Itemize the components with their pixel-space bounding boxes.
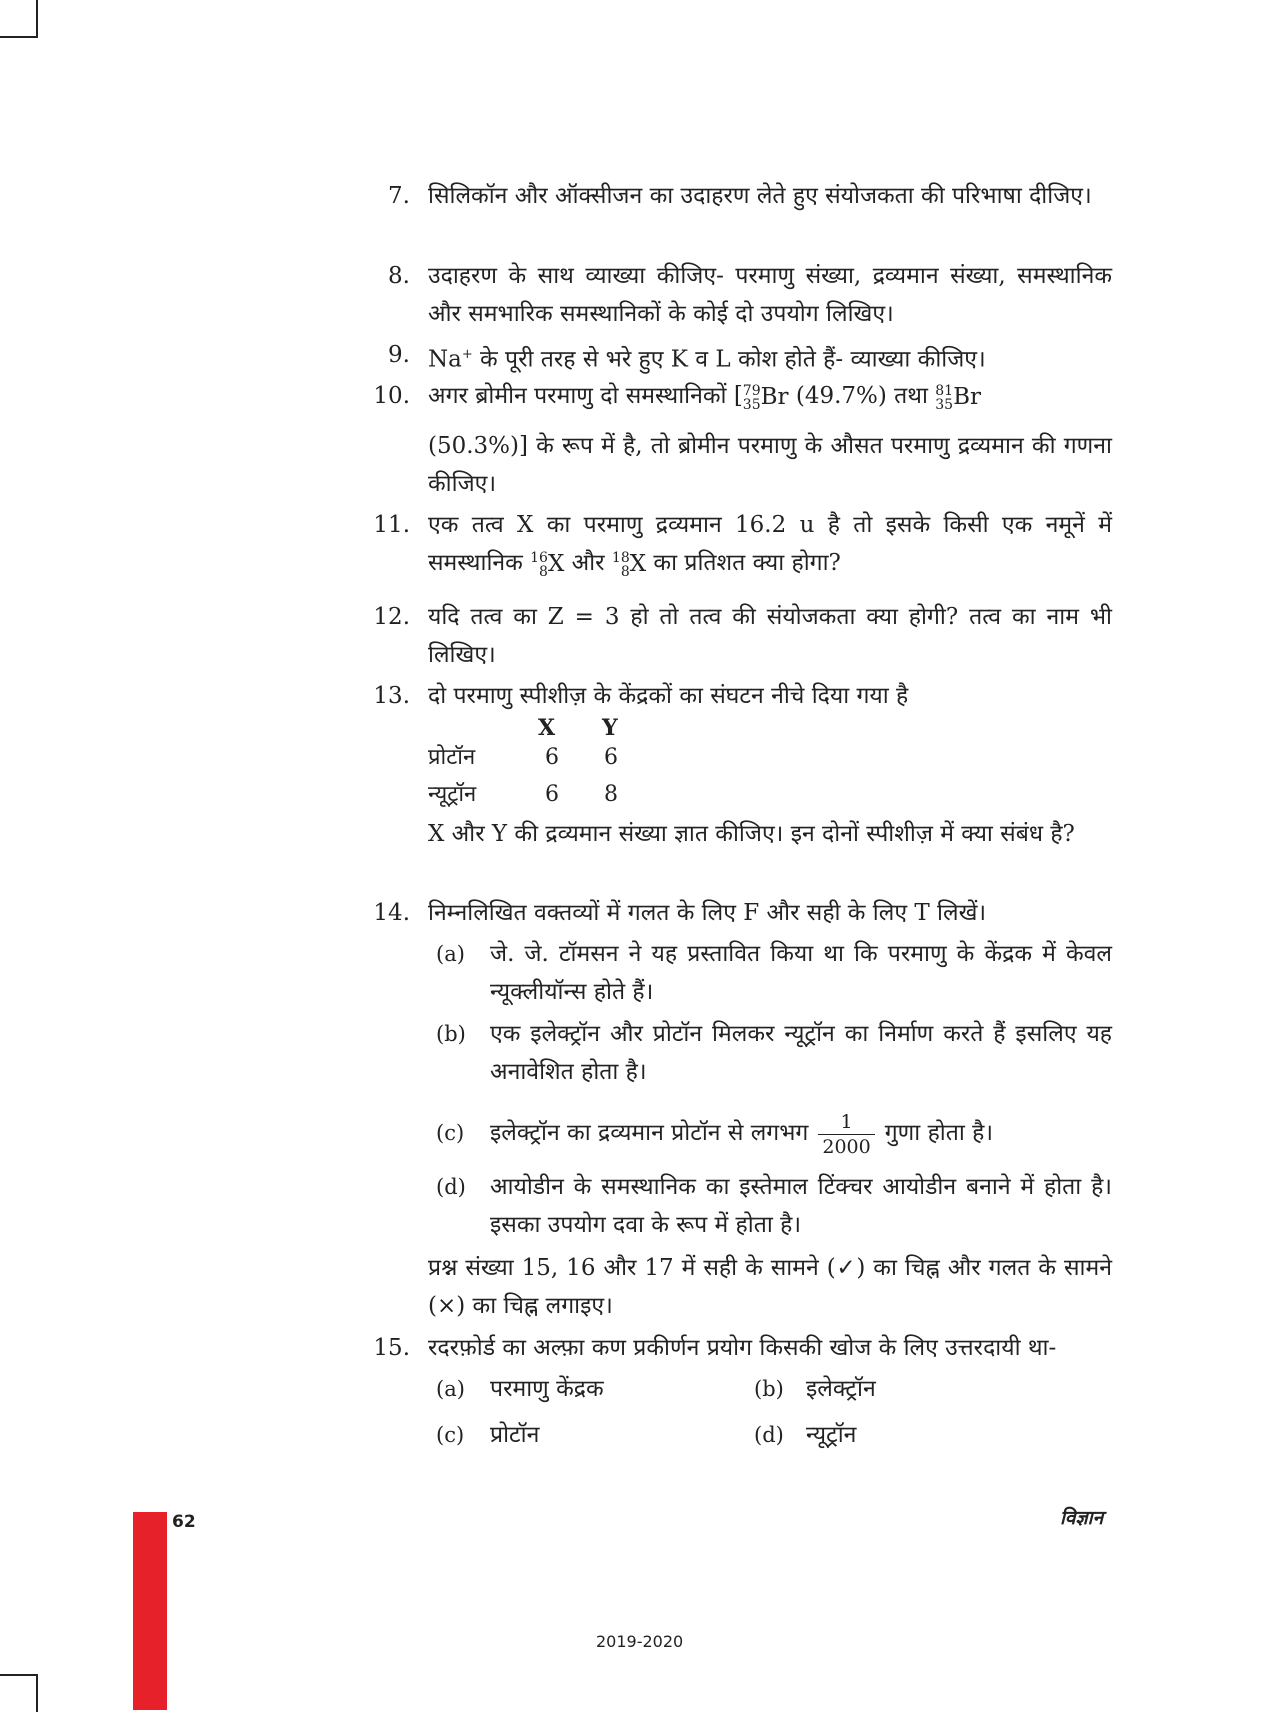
q13-row2-label: न्यूट्रॉन [428,782,477,807]
q9-body: के पूरी तरह से भरे हुए K व L कोश होते हैं- व्याख्या कीजिए। [472,346,986,373]
q15-b-label: (b) [754,1377,784,1401]
q15-d-label: (d) [754,1423,784,1447]
q11-part3: का प्रतिशत क्या होगा? [646,550,841,576]
q14-c-fraction [818,1110,874,1159]
q11-text [428,506,1112,583]
q10-iso2-symbol: Br [953,384,981,410]
q9-number: 9. [388,342,410,368]
q14-c-label: (c) [436,1121,465,1145]
q10-line2: (50.3%)] के रूप में है, तो ब्रोमीन परमाणु के औसत परमाणु द्रव्यमान की गणना कीजिए। [428,433,1112,497]
q14-text: निम्नलिखित वक्तव्यों में गलत के लिए F और सही के लिए T लिखें। [428,900,987,926]
q11-part2: और [564,550,612,576]
q9-text [428,336,1112,379]
q11-iso1-symbol: X [547,551,565,577]
q14-a-label: (a) [436,942,465,966]
q14-c-denominator: 2000 [818,1134,874,1159]
q14-c-post: गुणा होता है। [884,1120,994,1146]
q11-iso2-z: 8 [620,564,630,580]
q13-row1-label: प्रोटॉन [428,745,476,770]
q10-isotope-br79 [743,378,789,416]
q7-text: सिलिकॉन और ऑक्सीजन का उदाहरण लेते हुए संयोजकता की परिभाषा दीजिए। [428,183,1092,209]
q14-c-pre: इलेक्ट्रॉन का द्रव्यमान प्रोटॉन से लगभग [490,1120,809,1146]
q13-col-x: X [538,715,556,741]
q15-a-label: (a) [436,1377,465,1401]
q14-a-text: जे. जे. टॉमसन ने यह प्रस्तावित किया था कि परमाणु के केंद्रक में केवल न्यूक्लीयॉन्स होते हैं। [490,941,1112,1005]
q11-isotope-x18 [612,545,646,583]
q13-row2-y: 8 [604,782,618,807]
q12-number: 12. [373,604,410,630]
q15-c-label: (c) [436,1423,465,1447]
page-accent-bar [133,1512,167,1710]
q10-iso1-mass: 79 [742,383,761,399]
q10-part1: अगर ब्रोमीन परमाणु दो समस्थानिकों [ [428,383,743,409]
q14-d-label: (d) [436,1175,466,1199]
q15-option-d: न्यूट्रॉन [806,1422,857,1448]
q15-option-a: परमाणु केंद्रक [490,1376,604,1402]
q10-line1 [428,377,1112,416]
q10-part2: (49.7%) तथा [788,383,936,409]
q15-text: रदरफ़ोर्ड का अल्फ़ा कण प्रकीर्णन प्रयोग किसकी खोज के लिए उत्तरदायी था- [428,1335,1057,1361]
q11-part1: एक तत्व X का परमाणु द्रव्यमान 16.2 u है तो इसके किसी एक नमूनें में समस्थानिक [428,512,1112,576]
q8-number: 8. [388,263,410,289]
q14-number: 14. [373,900,410,926]
q10-iso1-symbol: Br [760,384,789,410]
page-number: 62 [172,1512,196,1532]
instruction-text: प्रश्न संख्या 15, 16 और 17 में सही के सामने (✓) का चिह्न और गलत के सामने (×) का चिह्न लगाइए। [428,1255,1112,1319]
book-name: विज्ञान [1060,1507,1104,1529]
q10-iso2-mass: 81 [935,383,954,399]
q11-isotope-x16 [530,545,564,583]
q10-isotope-br81 [935,378,981,416]
q7-number: 7. [388,183,410,209]
q11-iso1-mass: 16 [530,550,548,566]
q13-row1-x: 6 [545,745,559,770]
q8-text: उदाहरण के साथ व्याख्या कीजिए- परमाणु संख्या, द्रव्यमान संख्या, समस्थानिक और समभारिक समस्थानिकों के कोई दो उपयोग लिखिए। [428,263,1112,327]
q13-after: X और Y की द्रव्यमान संख्या ज्ञात कीजिए। इन दोनों स्पीशीज़ में क्या संबंध है? [428,821,1075,847]
q11-iso2-symbol: X [629,551,647,577]
q13-col-y: Y [602,715,618,741]
q15-option-b: इलेक्ट्रॉन [806,1376,876,1402]
q15-option-c: प्रोटॉन [490,1422,540,1448]
q11-iso2-mass: 18 [611,550,630,566]
q14-b-label: (b) [436,1022,466,1046]
q10-number: 10. [373,383,410,409]
q14-d-text: आयोडीन के समस्थानिक का इस्तेमाल टिंक्चर आयोडीन बनाने में होता है। इसका उपयोग दवा के रूप में होता है। [490,1174,1112,1238]
q13-row2-x: 6 [545,782,559,807]
q10-iso1-z: 35 [742,397,761,413]
q14-c-numerator: 1 [840,1110,853,1133]
q9-ion: Na [428,346,462,373]
q15-number: 15. [373,1335,410,1361]
q13-number: 13. [373,683,410,709]
crop-mark-top [0,0,38,38]
q14-b-text: एक इलेक्ट्रॉन और प्रोटॉन मिलकर न्यूट्रॉन का निर्माण करते हैं इसलिए यह अनावेशित होता है। [490,1021,1112,1085]
q12-text: यदि तत्व का Z = 3 हो तो तत्व की संयोजकता क्या होगी? तत्व का नाम भी लिखिए। [428,604,1112,668]
crop-mark-bottom [0,1674,38,1712]
q9-ion-charge: + [461,347,473,362]
q11-iso1-z: 8 [539,564,548,580]
q13-row1-y: 6 [604,745,618,770]
q11-number: 11. [373,512,410,538]
q14-c-text [490,1108,1112,1159]
q13-text: दो परमाणु स्पीशीज़ के केंद्रकों का संघटन नीचे दिया गया है [428,683,909,709]
q10-iso2-z: 35 [935,397,954,413]
year-label: 2019-2020 [596,1632,684,1651]
